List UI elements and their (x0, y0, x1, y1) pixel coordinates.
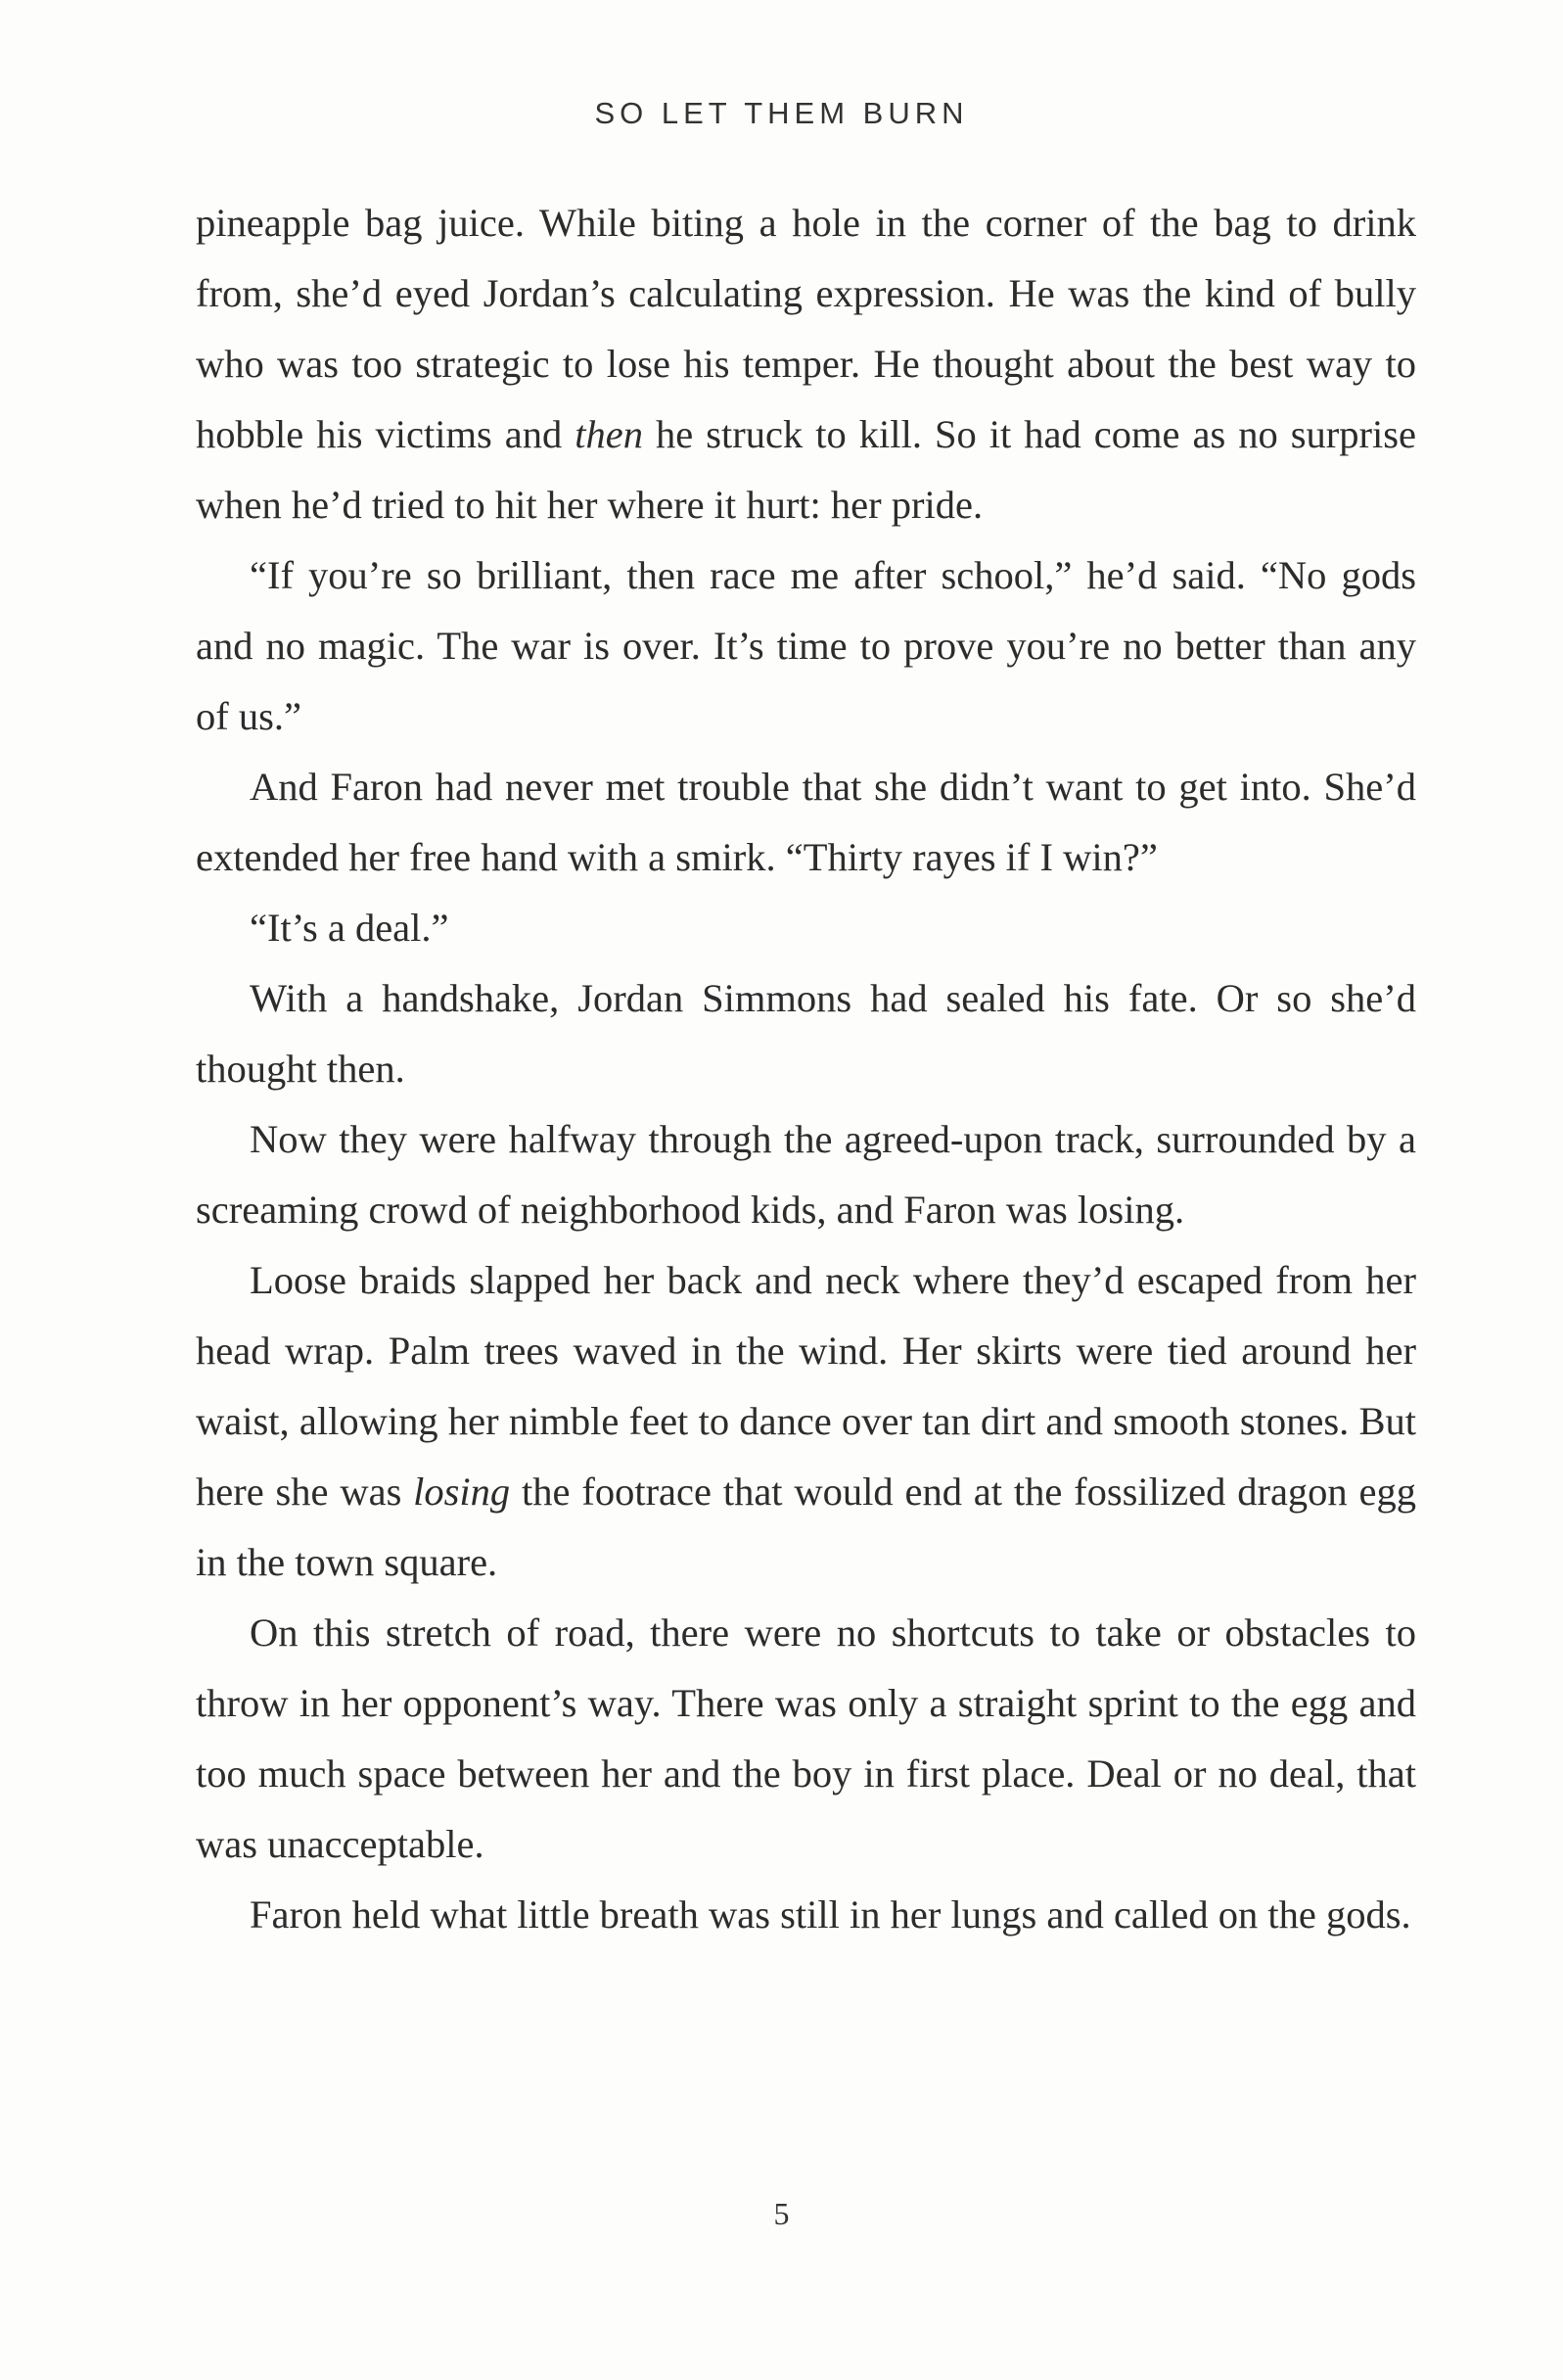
paragraph-p5 (196, 963, 1416, 1104)
text-run: “It’s a deal.” (250, 906, 449, 950)
paragraph-p7 (196, 1245, 1416, 1598)
paragraph-p9 (196, 1880, 1416, 1950)
paragraph-p6 (196, 1104, 1416, 1245)
italic-text: losing (413, 1470, 511, 1514)
paragraph-p8 (196, 1598, 1416, 1880)
text-run: Loose braids slapped her back and neck where they’d escaped from her head wrap. Palm trees waved in the wind. Her skirts were tied around her waist, allowing her nimble feet to dance over tan dirt and smooth stones. But here she was (196, 1258, 1416, 1514)
paragraph-p1 (196, 188, 1416, 540)
paragraph-p3 (196, 752, 1416, 893)
text-run: Now they were halfway through the agreed-upon track, surrounded by a screaming crowd of neighborhood kids, and Faron was losing. (196, 1117, 1416, 1232)
paragraph-p4 (196, 893, 1416, 963)
text-run: he struck to kill. So it had come as no surprise when he’d tried to hit her where it hurt: her pride. (196, 412, 1416, 527)
text-run: “If you’re so brilliant, then race me after school,” he’d said. “No gods and no magic. The war is over. It’s time to prove you’re no better than any of us.” (196, 553, 1416, 738)
text-run: pineapple bag juice. While biting a hole in the corner of the bag to drink from, she’d eyed Jordan’s calculating expression. He was the kind of bully who was too strategic to lose his temper. He thought about the best way to hobble his victims and (196, 201, 1416, 456)
text-run: Faron held what little breath was still in her lungs and called on the gods. (250, 1892, 1411, 1937)
text-run: With a handshake, Jordan Simmons had sealed his fate. Or so she’d thought then. (196, 976, 1416, 1091)
italic-text: then (575, 412, 644, 456)
paragraph-p2 (196, 540, 1416, 752)
page-number: 5 (773, 2196, 790, 2231)
text-run: On this stretch of road, there were no shortcuts to take or obstacles to throw in her opponent’s way. There was only a straight sprint to the egg and too much space between her and the boy in first place. Deal or no deal, that was unacceptable. (196, 1610, 1416, 1866)
text-run: And Faron had never met trouble that she didn’t want to get into. She’d extended her free hand with a smirk. “Thirty rayes if I win?” (196, 765, 1416, 879)
running-head: SO LET THEM BURN (594, 96, 969, 130)
body-text (196, 188, 1416, 1950)
text-run: the footrace that would end at the fossilized dragon egg in the town square. (196, 1470, 1416, 1584)
